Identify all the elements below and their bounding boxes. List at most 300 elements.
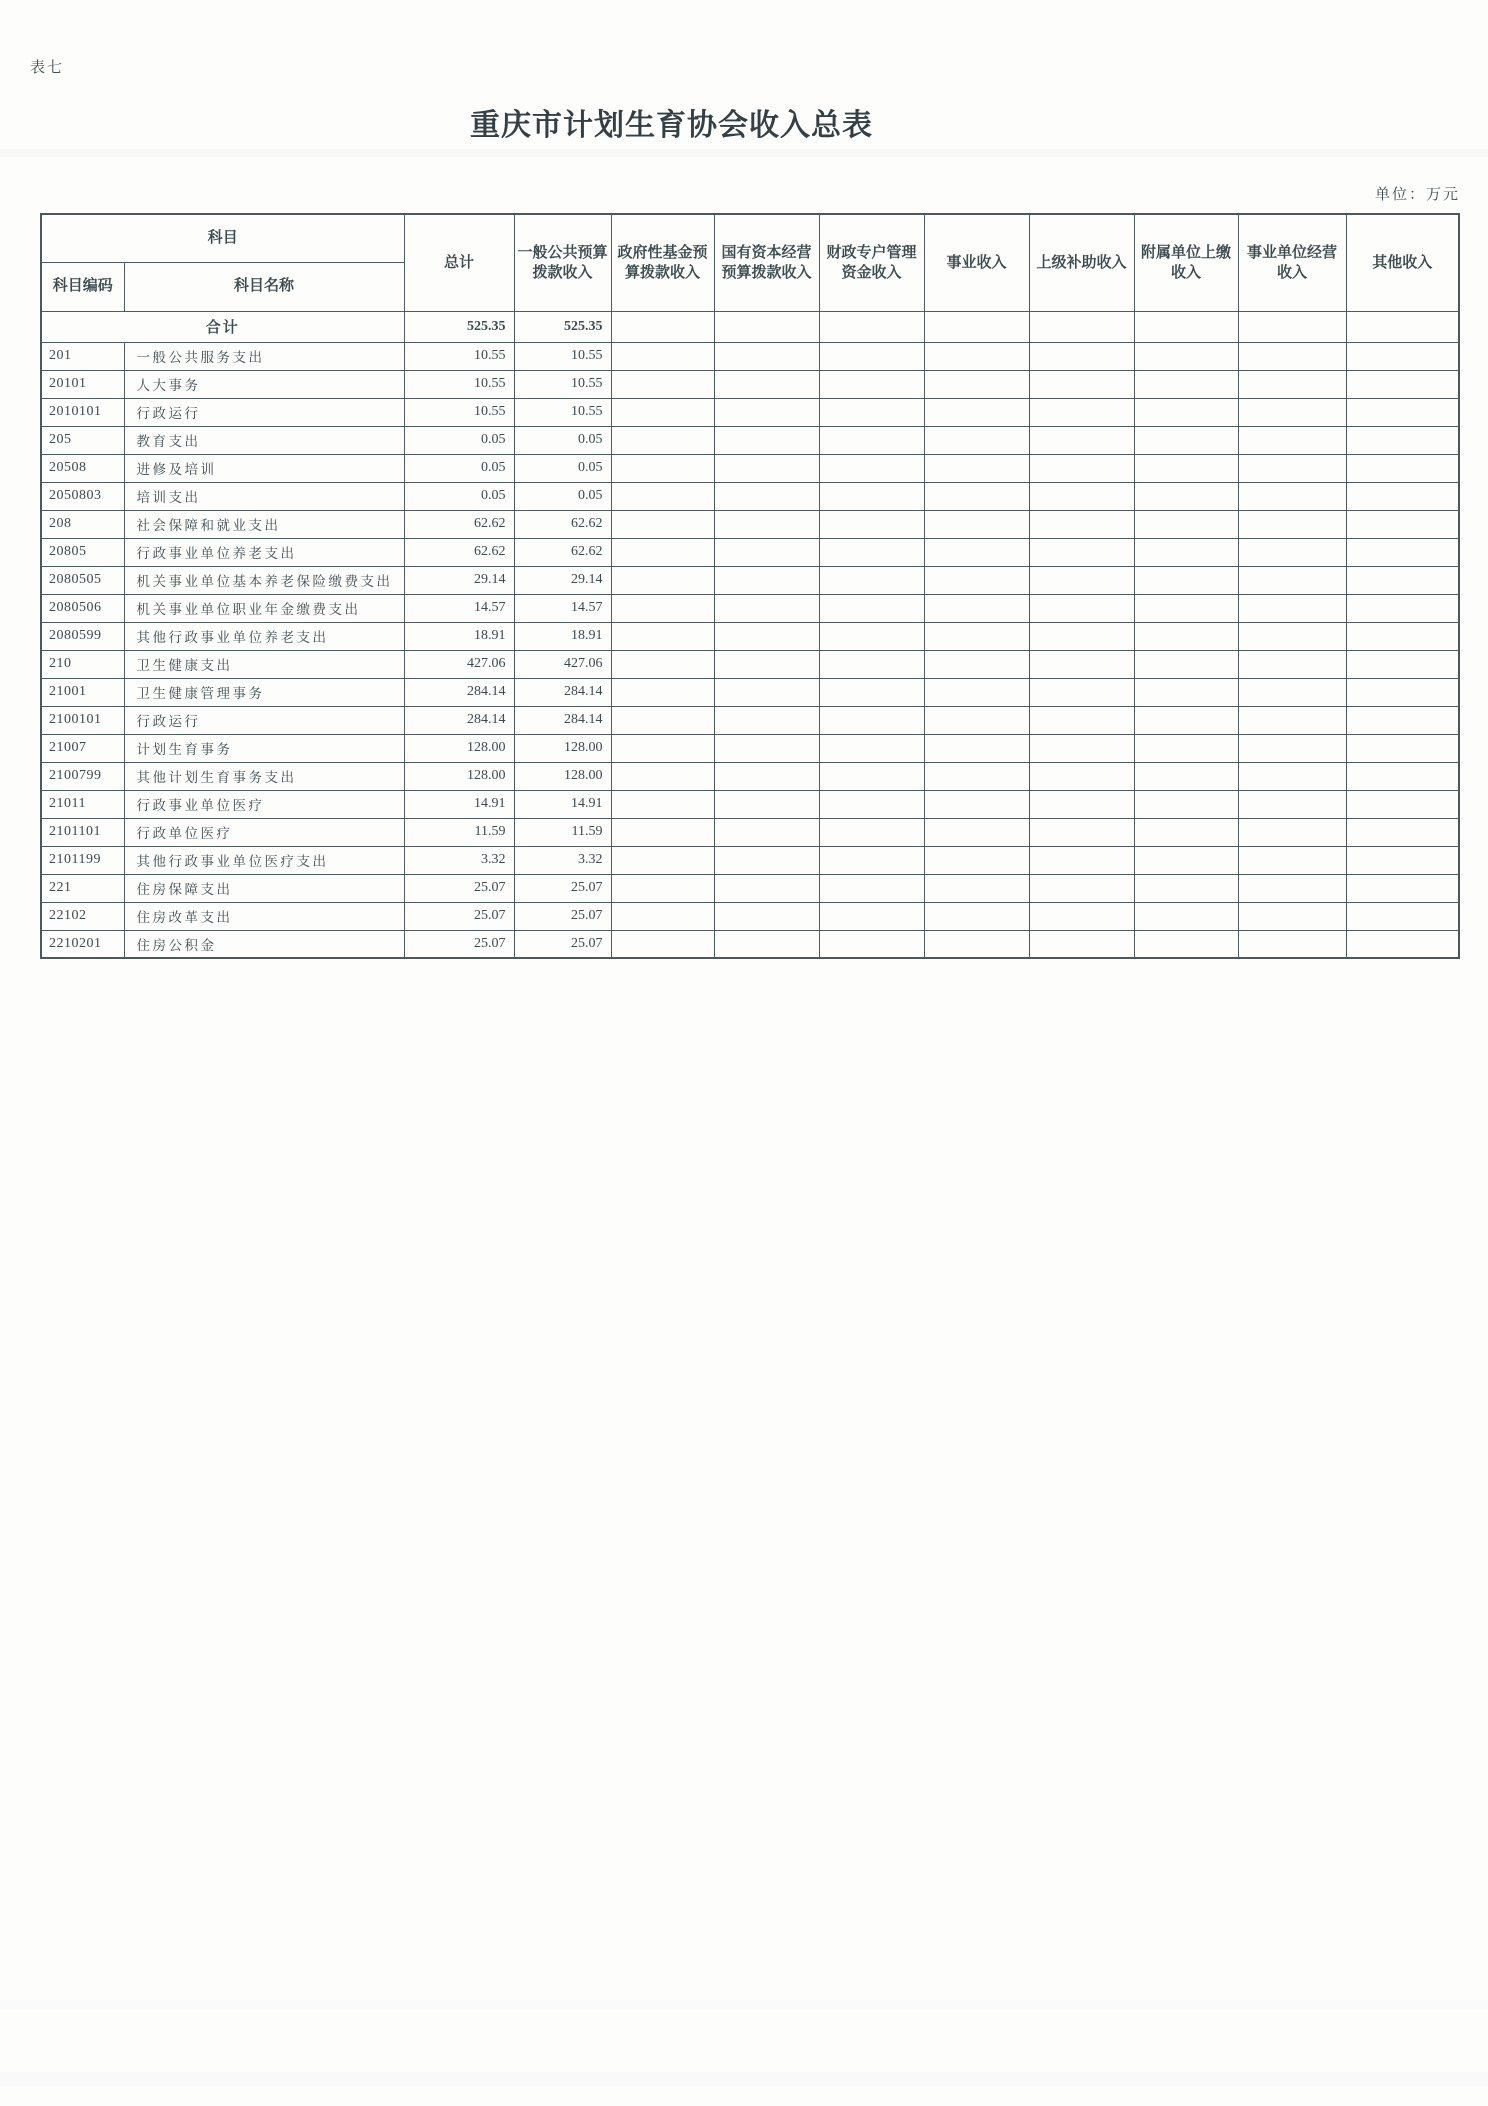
row-value-cell xyxy=(1238,818,1346,846)
row-value-cell xyxy=(714,426,819,454)
row-value-cell xyxy=(819,510,924,538)
row-value-cell xyxy=(1134,482,1238,510)
row-value-cell xyxy=(611,538,714,566)
row-value-cell xyxy=(1346,706,1459,734)
row-value-cell xyxy=(714,930,819,958)
row-value-cell xyxy=(611,706,714,734)
row-name-cell: 住房改革支出 xyxy=(124,902,404,930)
table-row xyxy=(41,510,1459,538)
row-value-cell xyxy=(1238,846,1346,874)
row-value-cell xyxy=(819,566,924,594)
row-value-cell xyxy=(1029,566,1134,594)
row-value-cell xyxy=(1134,426,1238,454)
row-value-cell xyxy=(1238,482,1346,510)
row-value-cell: 284.14 xyxy=(404,678,514,706)
row-value-cell xyxy=(714,874,819,902)
row-code-cell: 201 xyxy=(41,342,124,370)
scan-streak xyxy=(0,149,1488,157)
row-value-cell xyxy=(1029,734,1134,762)
table-row xyxy=(41,874,1459,902)
row-value-cell: 128.00 xyxy=(514,762,611,790)
row-value-cell xyxy=(714,902,819,930)
row-value-cell xyxy=(611,398,714,426)
row-value-cell xyxy=(714,594,819,622)
table-row xyxy=(41,566,1459,594)
row-value-cell xyxy=(924,846,1029,874)
table-row xyxy=(41,678,1459,706)
row-value-cell: 3.32 xyxy=(514,846,611,874)
row-value-cell xyxy=(1029,454,1134,482)
row-value-cell xyxy=(924,510,1029,538)
row-value-cell: 10.55 xyxy=(404,342,514,370)
table-row xyxy=(41,370,1459,398)
header-subject-code: 科目编码 xyxy=(41,262,124,311)
row-value-cell xyxy=(1238,706,1346,734)
row-value-cell xyxy=(1238,650,1346,678)
row-value-cell xyxy=(1029,370,1134,398)
row-value-cell: 0.05 xyxy=(514,426,611,454)
total-row xyxy=(41,311,1459,342)
row-value-cell xyxy=(714,846,819,874)
table-row xyxy=(41,790,1459,818)
row-value-cell xyxy=(1029,818,1134,846)
row-code-cell: 2210201 xyxy=(41,930,124,958)
scan-streak xyxy=(0,2072,1488,2086)
header-state-capital-budget: 国有资本经营预算拨款收入 xyxy=(714,214,819,311)
row-value-cell xyxy=(1134,566,1238,594)
row-value-cell: 10.55 xyxy=(404,370,514,398)
table-row xyxy=(41,846,1459,874)
row-value-cell xyxy=(1029,594,1134,622)
row-value-cell: 0.05 xyxy=(404,454,514,482)
row-code-cell: 205 xyxy=(41,426,124,454)
row-value-cell xyxy=(611,902,714,930)
row-value-cell xyxy=(924,538,1029,566)
row-value-cell xyxy=(714,650,819,678)
row-value-cell xyxy=(819,342,924,370)
row-value-cell xyxy=(1238,762,1346,790)
row-value-cell: 25.07 xyxy=(514,874,611,902)
row-value-cell xyxy=(1029,510,1134,538)
header-general-public-budget: 一般公共预算拨款收入 xyxy=(514,214,611,311)
row-name-cell: 培训支出 xyxy=(124,482,404,510)
row-value-cell: 427.06 xyxy=(514,650,611,678)
row-value-cell: 25.07 xyxy=(514,930,611,958)
row-value-cell xyxy=(924,594,1029,622)
header-subject: 科目 xyxy=(41,214,404,262)
row-name-cell: 机关事业单位基本养老保险缴费支出 xyxy=(124,566,404,594)
row-value-cell: 284.14 xyxy=(404,706,514,734)
row-value-cell xyxy=(1346,846,1459,874)
row-code-cell: 21001 xyxy=(41,678,124,706)
row-code-cell: 2080599 xyxy=(41,622,124,650)
row-value-cell xyxy=(714,454,819,482)
row-value-cell xyxy=(1029,678,1134,706)
row-name-cell: 行政单位医疗 xyxy=(124,818,404,846)
row-value-cell: 18.91 xyxy=(514,622,611,650)
row-code-cell: 21011 xyxy=(41,790,124,818)
row-value-cell xyxy=(1238,930,1346,958)
row-name-cell: 机关事业单位职业年金缴费支出 xyxy=(124,594,404,622)
row-value-cell: 0.05 xyxy=(404,426,514,454)
row-value-cell xyxy=(1238,426,1346,454)
row-code-cell: 20508 xyxy=(41,454,124,482)
header-other-income: 其他收入 xyxy=(1346,214,1459,311)
row-value-cell xyxy=(1346,398,1459,426)
table-row xyxy=(41,622,1459,650)
row-value-cell xyxy=(1346,538,1459,566)
row-value-cell: 128.00 xyxy=(404,762,514,790)
row-code-cell: 2080506 xyxy=(41,594,124,622)
header-institution-operating-income: 事业单位经营收入 xyxy=(1238,214,1346,311)
row-value-cell xyxy=(1134,930,1238,958)
row-value-cell: 25.07 xyxy=(404,874,514,902)
row-value-cell xyxy=(1238,902,1346,930)
row-value-cell xyxy=(1029,426,1134,454)
row-value-cell xyxy=(611,622,714,650)
row-value-cell xyxy=(924,370,1029,398)
row-value-cell xyxy=(714,482,819,510)
table-row xyxy=(41,342,1459,370)
row-value-cell xyxy=(924,342,1029,370)
row-value-cell xyxy=(611,930,714,958)
row-value-cell xyxy=(1346,566,1459,594)
row-value-cell xyxy=(819,678,924,706)
row-code-cell: 2101101 xyxy=(41,818,124,846)
row-value-cell xyxy=(819,622,924,650)
table-header xyxy=(41,214,1459,311)
row-value-cell xyxy=(819,482,924,510)
row-value-cell xyxy=(1346,342,1459,370)
row-value-cell xyxy=(1029,902,1134,930)
row-value-cell xyxy=(1029,874,1134,902)
row-value-cell xyxy=(1134,650,1238,678)
row-name-cell: 进修及培训 xyxy=(124,454,404,482)
row-code-cell: 2010101 xyxy=(41,398,124,426)
row-value-cell xyxy=(924,426,1029,454)
row-name-cell: 行政事业单位养老支出 xyxy=(124,538,404,566)
row-value-cell xyxy=(611,846,714,874)
row-value-cell xyxy=(1346,482,1459,510)
row-value-cell xyxy=(1346,818,1459,846)
row-value-cell xyxy=(1029,482,1134,510)
row-value-cell xyxy=(1029,930,1134,958)
row-value-cell xyxy=(1346,902,1459,930)
row-value-cell xyxy=(819,594,924,622)
row-name-cell: 卫生健康支出 xyxy=(124,650,404,678)
row-value-cell xyxy=(924,818,1029,846)
row-value-cell xyxy=(924,678,1029,706)
row-value-cell xyxy=(1238,874,1346,902)
row-value-cell: 427.06 xyxy=(404,650,514,678)
table-row xyxy=(41,818,1459,846)
row-value-cell xyxy=(714,510,819,538)
row-value-cell xyxy=(1346,874,1459,902)
row-value-cell xyxy=(1134,454,1238,482)
row-name-cell: 其他行政事业单位医疗支出 xyxy=(124,846,404,874)
header-affiliated-unit-payment: 附属单位上缴收入 xyxy=(1134,214,1238,311)
row-value-cell xyxy=(1346,426,1459,454)
row-value-cell xyxy=(1238,594,1346,622)
row-value-cell: 25.07 xyxy=(404,930,514,958)
row-name-cell: 卫生健康管理事务 xyxy=(124,678,404,706)
row-value-cell: 62.62 xyxy=(514,510,611,538)
row-code-cell: 221 xyxy=(41,874,124,902)
unit-note: 单位：万元 xyxy=(1374,187,1460,203)
row-value-cell: 62.62 xyxy=(404,538,514,566)
row-name-cell: 行政运行 xyxy=(124,398,404,426)
row-value-cell xyxy=(924,398,1029,426)
header-fiscal-special-account: 财政专户管理资金收入 xyxy=(819,214,924,311)
row-value-cell: 18.91 xyxy=(404,622,514,650)
row-name-cell: 住房公积金 xyxy=(124,930,404,958)
row-value-cell xyxy=(819,790,924,818)
row-value-cell xyxy=(924,706,1029,734)
row-value-cell: 11.59 xyxy=(404,818,514,846)
row-value-cell xyxy=(1346,762,1459,790)
row-value-cell: 128.00 xyxy=(514,734,611,762)
row-value-cell xyxy=(1134,538,1238,566)
row-value-cell xyxy=(924,622,1029,650)
row-value-cell xyxy=(1238,678,1346,706)
row-value-cell xyxy=(1238,510,1346,538)
header-superior-subsidy: 上级补助收入 xyxy=(1029,214,1134,311)
row-value-cell xyxy=(1346,594,1459,622)
row-value-cell xyxy=(819,538,924,566)
row-value-cell xyxy=(1346,454,1459,482)
row-value-cell xyxy=(611,510,714,538)
row-value-cell xyxy=(611,734,714,762)
table-row xyxy=(41,426,1459,454)
row-value-cell xyxy=(1346,370,1459,398)
row-value-cell: 0.05 xyxy=(404,482,514,510)
total-row-value-cell: 525.35 xyxy=(404,311,514,342)
row-value-cell xyxy=(819,930,924,958)
row-value-cell xyxy=(1134,818,1238,846)
total-row-value-cell xyxy=(1029,311,1134,342)
row-value-cell xyxy=(819,706,924,734)
row-value-cell: 10.55 xyxy=(514,370,611,398)
row-value-cell xyxy=(819,818,924,846)
row-value-cell xyxy=(611,874,714,902)
row-value-cell xyxy=(1029,846,1134,874)
row-value-cell: 284.14 xyxy=(514,678,611,706)
row-value-cell xyxy=(924,902,1029,930)
row-value-cell xyxy=(1029,398,1134,426)
row-value-cell xyxy=(611,482,714,510)
row-value-cell xyxy=(1134,594,1238,622)
row-name-cell: 计划生育事务 xyxy=(124,734,404,762)
row-value-cell: 0.05 xyxy=(514,454,611,482)
row-name-cell: 其他行政事业单位养老支出 xyxy=(124,622,404,650)
row-value-cell xyxy=(924,930,1029,958)
row-value-cell xyxy=(819,762,924,790)
row-value-cell xyxy=(1029,538,1134,566)
row-value-cell xyxy=(1134,762,1238,790)
row-value-cell xyxy=(611,342,714,370)
row-value-cell xyxy=(819,370,924,398)
row-value-cell xyxy=(924,650,1029,678)
table-row xyxy=(41,734,1459,762)
row-value-cell xyxy=(924,566,1029,594)
row-value-cell xyxy=(611,678,714,706)
row-value-cell xyxy=(611,566,714,594)
row-value-cell: 3.32 xyxy=(404,846,514,874)
total-row-value-cell xyxy=(611,311,714,342)
total-row-value-cell xyxy=(1346,311,1459,342)
row-value-cell xyxy=(714,538,819,566)
row-value-cell xyxy=(1346,510,1459,538)
row-value-cell xyxy=(1238,538,1346,566)
row-value-cell xyxy=(1346,678,1459,706)
header-business-income: 事业收入 xyxy=(924,214,1029,311)
row-value-cell xyxy=(1238,734,1346,762)
row-code-cell: 2050803 xyxy=(41,482,124,510)
row-value-cell xyxy=(1346,734,1459,762)
row-value-cell xyxy=(1134,398,1238,426)
scan-streak xyxy=(0,2000,1488,2010)
row-value-cell: 62.62 xyxy=(404,510,514,538)
row-value-cell xyxy=(714,342,819,370)
row-value-cell xyxy=(611,426,714,454)
row-value-cell xyxy=(1346,650,1459,678)
table-row xyxy=(41,538,1459,566)
row-value-cell xyxy=(611,650,714,678)
total-row-value-cell xyxy=(819,311,924,342)
row-value-cell xyxy=(819,874,924,902)
row-value-cell xyxy=(1134,734,1238,762)
row-value-cell xyxy=(924,454,1029,482)
row-value-cell: 25.07 xyxy=(404,902,514,930)
row-value-cell xyxy=(611,818,714,846)
row-value-cell xyxy=(611,594,714,622)
row-value-cell xyxy=(714,706,819,734)
row-value-cell xyxy=(611,762,714,790)
row-value-cell xyxy=(819,846,924,874)
total-row-value-cell xyxy=(714,311,819,342)
table-row xyxy=(41,594,1459,622)
income-summary-table xyxy=(40,213,1460,959)
table-row xyxy=(41,706,1459,734)
row-value-cell xyxy=(1346,930,1459,958)
row-value-cell xyxy=(819,398,924,426)
row-value-cell xyxy=(1134,846,1238,874)
row-value-cell xyxy=(1029,790,1134,818)
row-value-cell xyxy=(1134,902,1238,930)
row-value-cell xyxy=(1238,398,1346,426)
row-value-cell: 284.14 xyxy=(514,706,611,734)
row-value-cell xyxy=(819,734,924,762)
table-row xyxy=(41,650,1459,678)
row-code-cell: 20101 xyxy=(41,370,124,398)
total-row-value-cell xyxy=(1134,311,1238,342)
row-value-cell xyxy=(714,398,819,426)
header-row-1 xyxy=(41,214,1459,262)
row-value-cell xyxy=(1134,510,1238,538)
row-code-cell: 2100799 xyxy=(41,762,124,790)
row-value-cell xyxy=(714,818,819,846)
row-value-cell xyxy=(1238,790,1346,818)
row-name-cell: 人大事务 xyxy=(124,370,404,398)
row-value-cell xyxy=(611,370,714,398)
row-value-cell xyxy=(924,874,1029,902)
row-code-cell: 22102 xyxy=(41,902,124,930)
row-value-cell xyxy=(1029,706,1134,734)
row-value-cell xyxy=(1134,790,1238,818)
row-code-cell: 20805 xyxy=(41,538,124,566)
row-value-cell xyxy=(819,902,924,930)
header-total: 总计 xyxy=(404,214,514,311)
table-row xyxy=(41,902,1459,930)
row-value-cell: 14.57 xyxy=(404,594,514,622)
header-subject-name: 科目名称 xyxy=(124,262,404,311)
row-code-cell: 2101199 xyxy=(41,846,124,874)
table-number-label: 表七 xyxy=(30,60,65,76)
row-value-cell: 10.55 xyxy=(514,342,611,370)
row-value-cell xyxy=(1134,342,1238,370)
row-value-cell: 25.07 xyxy=(514,902,611,930)
row-value-cell xyxy=(924,482,1029,510)
row-value-cell: 29.14 xyxy=(404,566,514,594)
row-value-cell xyxy=(611,790,714,818)
row-value-cell xyxy=(611,454,714,482)
row-value-cell xyxy=(714,762,819,790)
row-name-cell: 住房保障支出 xyxy=(124,874,404,902)
row-value-cell xyxy=(1029,762,1134,790)
total-row-value-cell: 525.35 xyxy=(514,311,611,342)
row-name-cell: 社会保障和就业支出 xyxy=(124,510,404,538)
row-value-cell xyxy=(1134,370,1238,398)
header-govt-fund-budget: 政府性基金预算拨款收入 xyxy=(611,214,714,311)
row-value-cell xyxy=(1134,678,1238,706)
row-value-cell xyxy=(1238,342,1346,370)
row-value-cell xyxy=(714,678,819,706)
table-row xyxy=(41,454,1459,482)
row-value-cell xyxy=(1029,650,1134,678)
row-name-cell: 其他计划生育事务支出 xyxy=(124,762,404,790)
row-value-cell: 14.91 xyxy=(514,790,611,818)
row-code-cell: 21007 xyxy=(41,734,124,762)
row-name-cell: 教育支出 xyxy=(124,426,404,454)
page-title: 重庆市计划生育协会收入总表 xyxy=(470,109,873,142)
row-value-cell xyxy=(1238,566,1346,594)
table-row xyxy=(41,762,1459,790)
table-row xyxy=(41,398,1459,426)
row-value-cell xyxy=(714,370,819,398)
row-value-cell xyxy=(1238,622,1346,650)
row-value-cell xyxy=(1238,370,1346,398)
row-value-cell: 10.55 xyxy=(404,398,514,426)
row-name-cell: 行政运行 xyxy=(124,706,404,734)
row-value-cell xyxy=(714,734,819,762)
row-value-cell: 62.62 xyxy=(514,538,611,566)
total-row-value-cell xyxy=(1238,311,1346,342)
row-value-cell xyxy=(1029,342,1134,370)
row-value-cell: 128.00 xyxy=(404,734,514,762)
row-name-cell: 一般公共服务支出 xyxy=(124,342,404,370)
row-value-cell xyxy=(1238,454,1346,482)
row-value-cell xyxy=(924,790,1029,818)
row-value-cell xyxy=(924,762,1029,790)
row-code-cell: 2080505 xyxy=(41,566,124,594)
total-row-label: 合计 xyxy=(41,311,404,342)
row-value-cell xyxy=(1134,622,1238,650)
row-value-cell: 29.14 xyxy=(514,566,611,594)
table-row xyxy=(41,482,1459,510)
row-value-cell: 14.57 xyxy=(514,594,611,622)
row-name-cell: 行政事业单位医疗 xyxy=(124,790,404,818)
row-value-cell xyxy=(819,650,924,678)
